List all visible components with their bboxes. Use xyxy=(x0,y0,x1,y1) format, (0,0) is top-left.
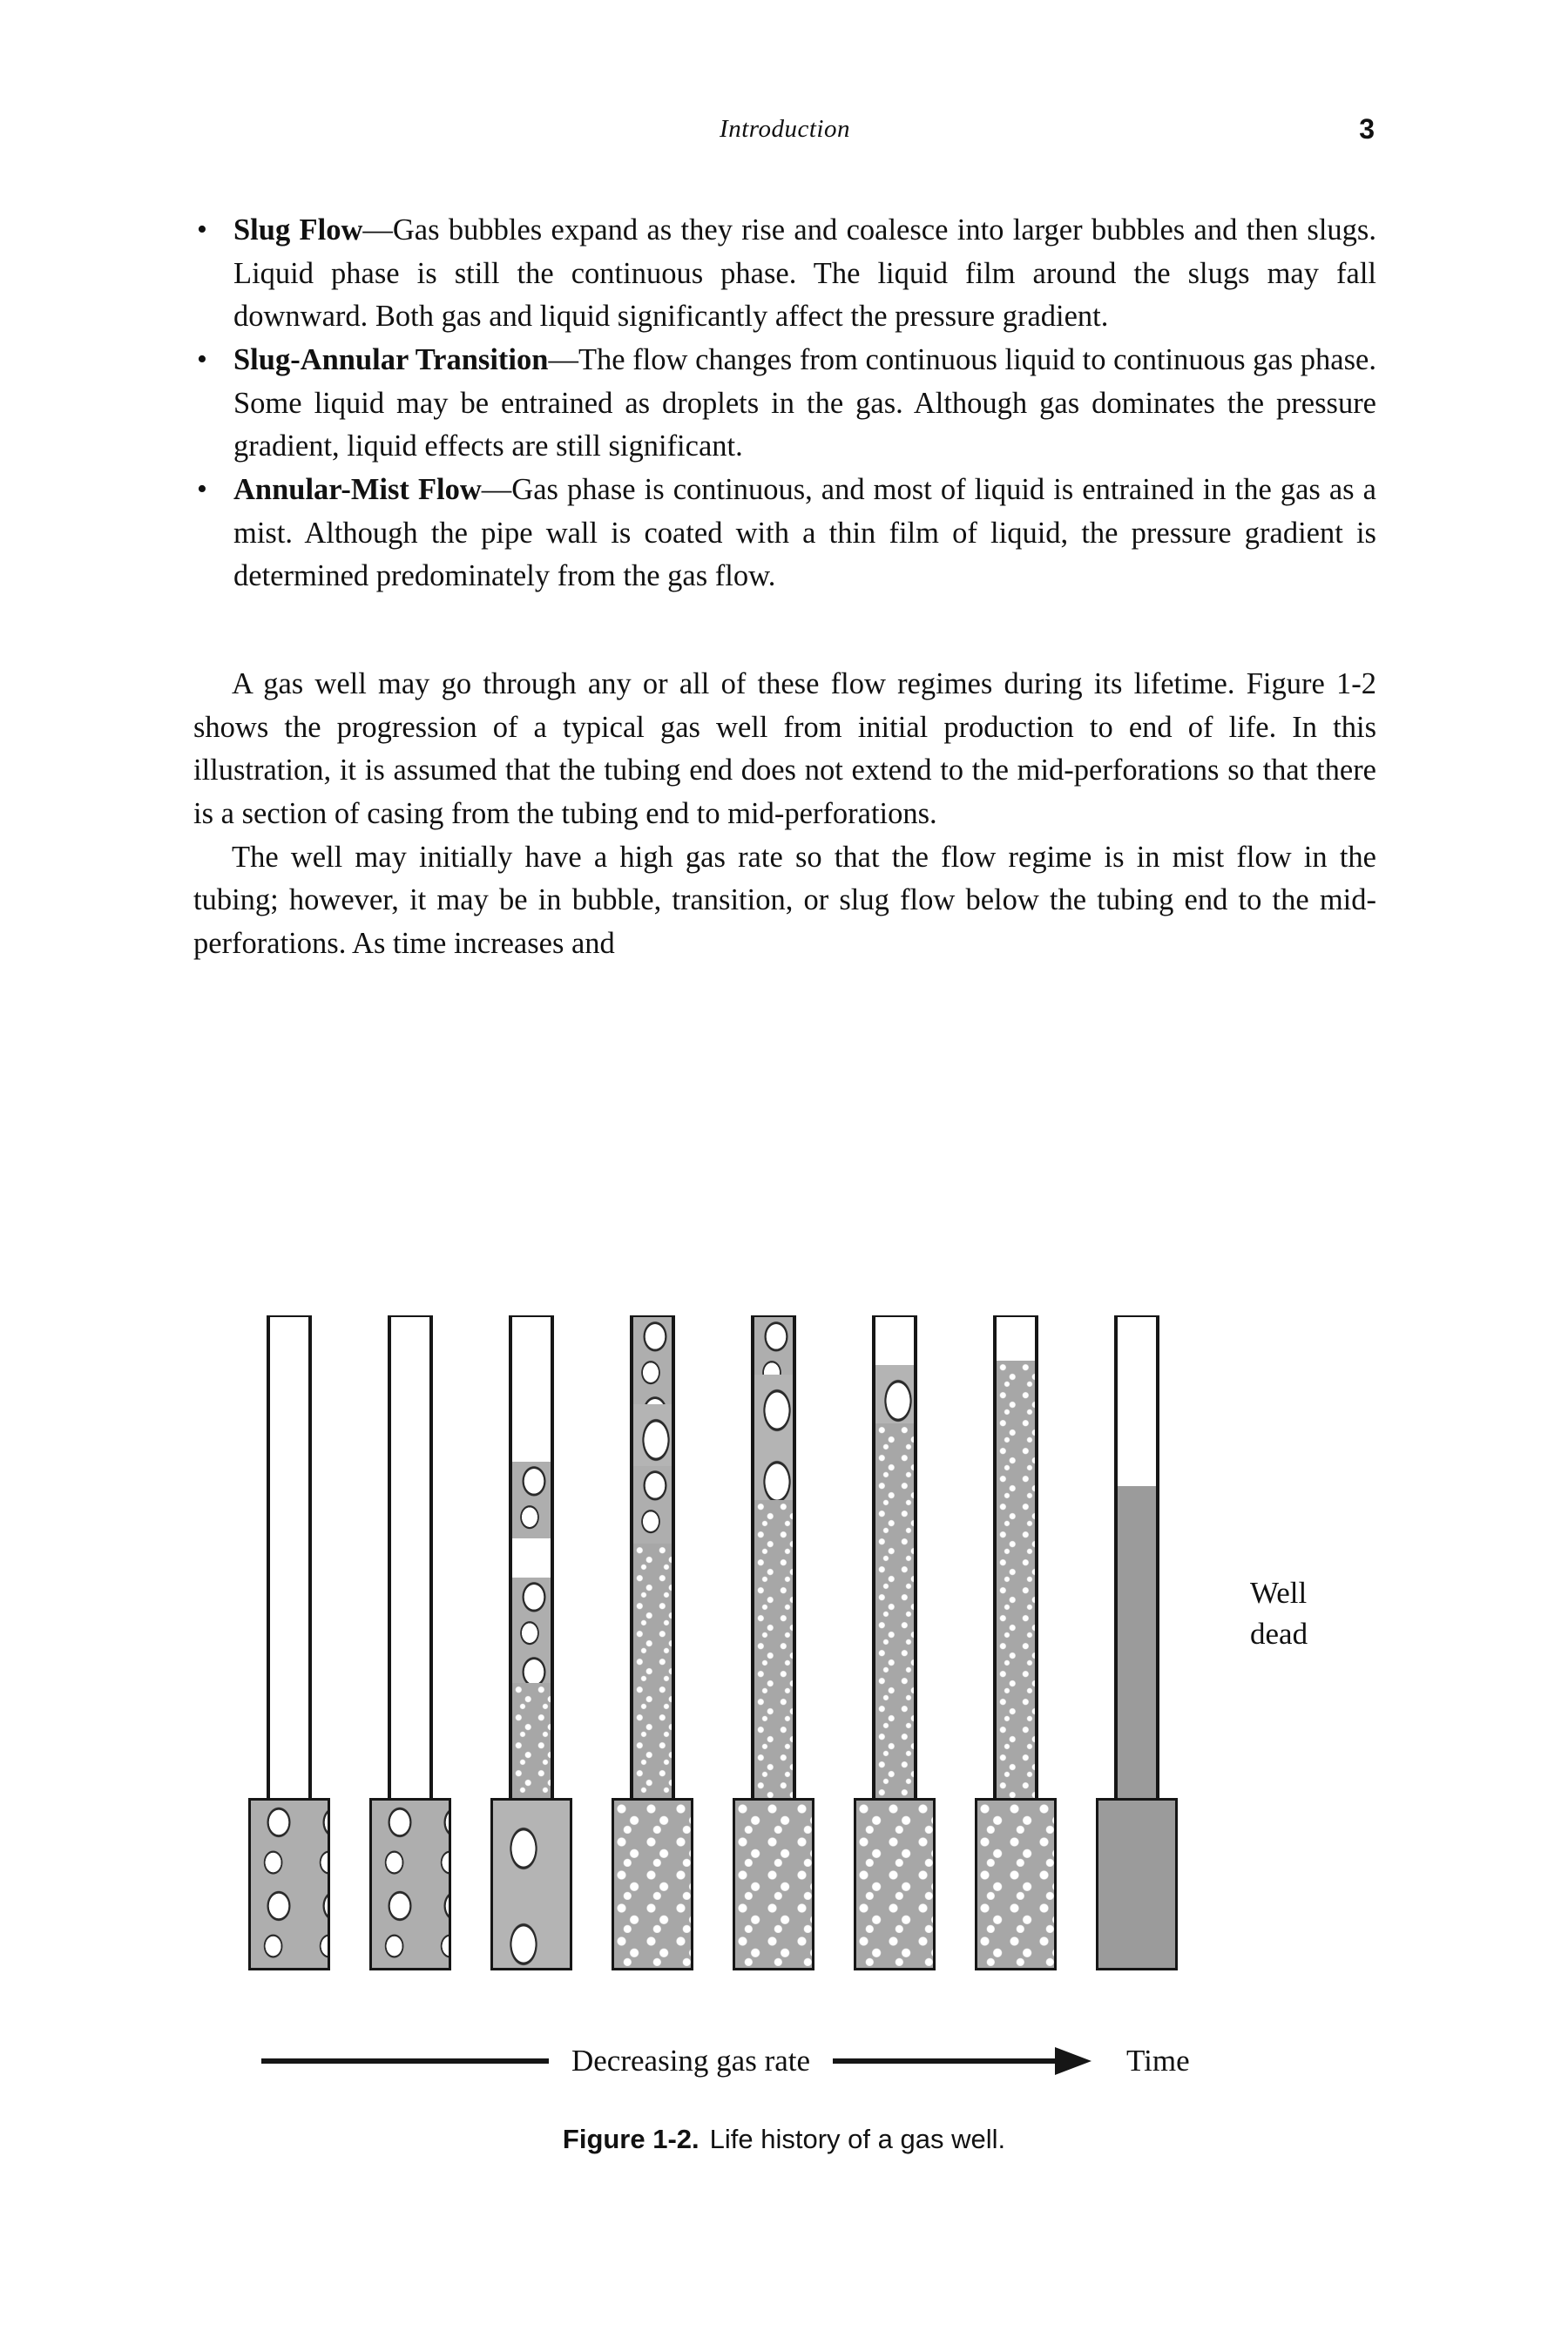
well-tube xyxy=(1096,1315,1178,1970)
well-tube xyxy=(248,1315,330,1970)
well-tube xyxy=(369,1315,451,1970)
tubing-column xyxy=(751,1315,796,1799)
figure-1-2 xyxy=(248,1315,1381,2012)
flow-segment-mist xyxy=(512,1683,551,1799)
flow-segment-empty xyxy=(391,1317,429,1799)
flow-segment-slug xyxy=(633,1466,672,1543)
well-tube xyxy=(490,1315,572,1970)
tubing-column xyxy=(993,1315,1038,1799)
well-dead-label: Well dead xyxy=(1250,1576,1308,1652)
paragraph: A gas well may go through any or all of these flow regimes during its lifetime. Figure 1-2 shows the progression of a typical gas well from initial production to end of life. In this illustration, it is assumed that the tubing end does not extend to the mid-perforations so that there is a section of casing from the tubing end to mid-perforations. xyxy=(193,667,1376,831)
casing-section-slug xyxy=(369,1798,451,1970)
bullet-text: —Gas phase is continuous, and most of liquid is entrained in the gas as a mist. Although the pipe wall is coated with a thin film of liquid, the pressure gradient is determined predominately from the gas flow. xyxy=(233,473,1376,593)
page-number: 3 xyxy=(1359,113,1375,145)
page-header xyxy=(193,115,1376,159)
bullet-item-slug-annular-transition xyxy=(193,339,1376,469)
time-label: Time xyxy=(1126,2044,1190,2078)
running-title: Introduction xyxy=(720,115,850,143)
bullet-text: —The flow changes from continuous liquid to continuous gas phase. Some liquid may be entrained as droplets in the gas. Although gas dominates the pressure gradient, liquid effects are still significant. xyxy=(233,343,1376,463)
tubing-column xyxy=(872,1315,917,1799)
casing-section-mist xyxy=(854,1798,936,1970)
flow-segment-slug xyxy=(633,1317,672,1404)
well-tube xyxy=(612,1315,693,1970)
bullet-icon: • xyxy=(197,213,207,246)
bullet-icon: • xyxy=(197,473,207,506)
flow-segment-bigslug xyxy=(875,1365,914,1423)
casing-section-slug xyxy=(248,1798,330,1970)
flow-segment-bigslug xyxy=(633,1404,672,1467)
flow-segment-empty xyxy=(1118,1317,1156,1486)
flow-segment-empty xyxy=(512,1317,551,1462)
tubing-column xyxy=(1114,1315,1159,1799)
flow-segment-bigslug xyxy=(754,1375,793,1500)
gas-rate-label: Decreasing gas rate xyxy=(571,2044,811,2078)
well-tube xyxy=(975,1315,1057,1970)
tubing-column xyxy=(509,1315,554,1799)
flow-segment-mist xyxy=(754,1500,793,1799)
flow-segment-mist xyxy=(875,1423,914,1799)
flow-segment-mist xyxy=(997,1361,1035,1799)
axis-line-right xyxy=(833,2058,1055,2064)
bullet-icon: • xyxy=(197,343,207,376)
casing-section-bigslug xyxy=(490,1798,572,1970)
tubing-column xyxy=(630,1315,675,1799)
well-tube xyxy=(733,1315,814,1970)
flow-segment-solid xyxy=(1118,1486,1156,1799)
casing-section-mist xyxy=(733,1798,814,1970)
figure-tubes xyxy=(248,1315,1381,1970)
flow-segment-empty xyxy=(512,1538,551,1577)
time-axis xyxy=(261,2044,1324,2078)
figure-caption xyxy=(0,2124,1568,2155)
bullet-text: —Gas bubbles expand as they rise and coalesce into larger bubbles and then slugs. Liquid phase is still the continuous phase. The liquid film around the slugs may fall downward. Both gas and liquid significantly affect the pressure gradient. xyxy=(233,213,1376,334)
bullet-list xyxy=(193,209,1376,598)
bullet-item-annular-mist-flow xyxy=(193,469,1376,598)
paragraph-block xyxy=(193,663,1376,966)
casing-section-solid xyxy=(1096,1798,1178,1970)
flow-segment-empty xyxy=(270,1317,308,1799)
tubing-column xyxy=(267,1315,312,1799)
bullet-lead: Slug-Annular Transition xyxy=(233,343,549,377)
tubing-column xyxy=(388,1315,433,1799)
flow-segment-empty xyxy=(875,1317,914,1365)
bullet-lead: Slug Flow xyxy=(233,213,363,247)
body-text xyxy=(193,209,1376,966)
flow-segment-mist xyxy=(633,1544,672,1799)
flow-segment-empty xyxy=(997,1317,1035,1361)
bullet-lead: Annular-Mist Flow xyxy=(233,473,482,507)
arrow-right-icon xyxy=(1055,2047,1092,2075)
casing-section-mist xyxy=(975,1798,1057,1970)
paragraph: The well may initially have a high gas rate so that the flow regime is in mist flow in the tubing; however, it may be in bubble, transition, or slug flow below the tubing end to the mid-perforations. As time increases and xyxy=(193,840,1376,961)
well-tube xyxy=(854,1315,936,1970)
flow-segment-slug xyxy=(754,1317,793,1375)
flow-segment-slug xyxy=(512,1462,551,1538)
casing-section-mist xyxy=(612,1798,693,1970)
caption-text: Life history of a gas well. xyxy=(709,2124,1006,2154)
flow-segment-slug xyxy=(512,1578,551,1684)
axis-line-left xyxy=(261,2058,549,2064)
caption-lead: Figure 1-2. xyxy=(562,2124,700,2154)
bullet-item-slug-flow xyxy=(193,209,1376,339)
